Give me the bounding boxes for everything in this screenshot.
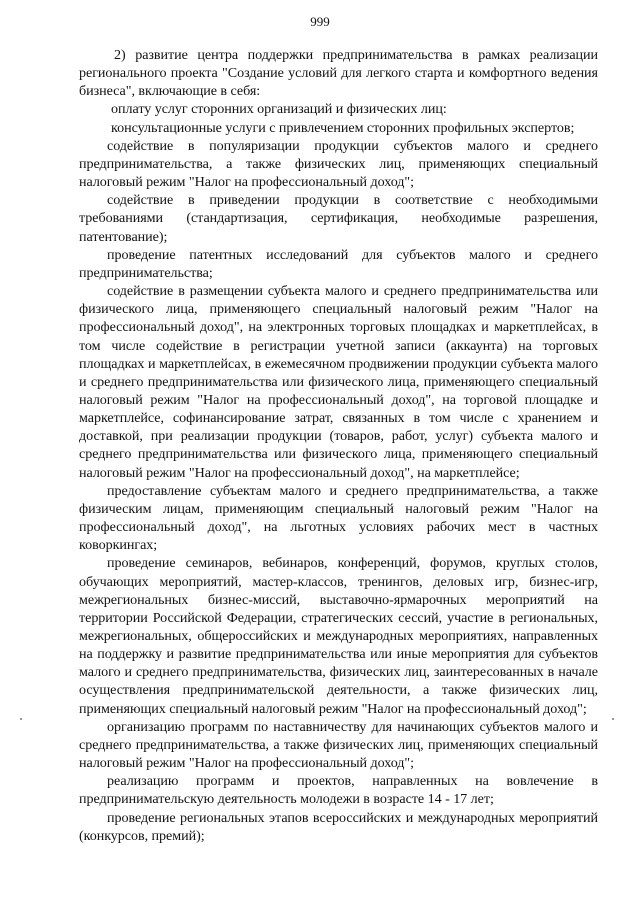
paragraph-payment-services: оплату услуг сторонних организаций и физических лиц: (111, 101, 447, 118)
page-number: 999 (310, 14, 330, 29)
paragraph-youth-programs: реализацию программ и проектов, направленных на вовлечение в предпринимательскую деятельность молодежи в возрасте 14 - 17 лет; (79, 773, 598, 808)
scan-artifact-left (20, 718, 22, 720)
paragraph-mentoring: организацию программ по наставничеству для начинающих субъектов малого и среднего предпринимательства, а также физических лиц, применяющих специальный налоговый режим "Налог на профессиональный доход"; (79, 718, 598, 772)
paragraph-patent-research: проведение патентных исследований для субъектов малого и среднего предпринимательства; (79, 246, 598, 281)
paragraph-coworking: предоставление субъектам малого и среднего предпринимательства, а также физическим лицам, применяющим специальный налоговый режим "Налог на профессиональный доход", на льготных условиях рабочих мест в частных коворкингах; (79, 482, 598, 554)
paragraph-compliance: содействие в приведении продукции в соответствие с необходимыми требованиями (стандартизация, сертификация, необходимые разрешения, патентование); (79, 192, 598, 245)
paragraph-center-development: 2) развитие центра поддержки предпринимательства в рамках реализации регионального проекта "Создание условий для легкого старта и комфортного ведения бизнеса", включающие в себя: (79, 47, 598, 100)
document-body (79, 46, 598, 845)
scan-artifact-right (612, 718, 614, 720)
paragraph-marketplaces: содействие в размещении субъекта малого и среднего предпринимательства или физического лица, применяющего специальный налоговый режим "Налог на профессиональный доход", на электронных торговых площадках и маркетплейсах, в том числе содействие в регистрации учетной записи (аккаунта) на торговых площадках и маркетплейсах, в ежемесячном продвижении продукции субъекта малого и среднего предпринимательства или физического лица, применяющего специальный налоговый режим "Налог на профессиональный доход", на торговой площадке и маркетплейсе, софинансирование затрат, связанных в том числе с хранением и доставкой, при реализации продукции (товаров, работ, услуг) субъекта малого и среднего предпринимательства или физического лица, применяющего специальный налоговый режим "Налог на профессиональный доход", на маркетплейсе; (79, 283, 598, 481)
paragraph-consulting: консультационные услуги с привлечением сторонних профильных экспертов; (111, 119, 575, 136)
paragraph-events: проведение семинаров, вебинаров, конференций, форумов, круглых столов, обучающих мероприятий, мастер-классов, тренингов, деловых игр, бизнес-игр, межрегиональных бизнес-миссий, выставочно-ярмарочных мероприятий на территории Российской Федерации, стратегических сессий, участие в региональных, межрегиональных, общероссийских и международных мероприятиях, направленных на поддержку и развитие предпринимательства или иные мероприятия для субъектов малого и среднего предпринимательства, физических лиц, заинтересованных в начале осуществления предпринимательской деятельности, а также физических лиц, применяющих специальный налоговый режим "Налог на профессиональный доход"; (79, 555, 598, 717)
paragraph-regional-stages: проведение региональных этапов всероссийских и международных мероприятий (конкурсов, премий); (79, 809, 598, 844)
paragraph-popularization: содействие в популяризации продукции субъектов малого и среднего предпринимательства, а также физических лиц, применяющих специальный налоговый режим "Налог на профессиональный доход"; (79, 137, 598, 191)
